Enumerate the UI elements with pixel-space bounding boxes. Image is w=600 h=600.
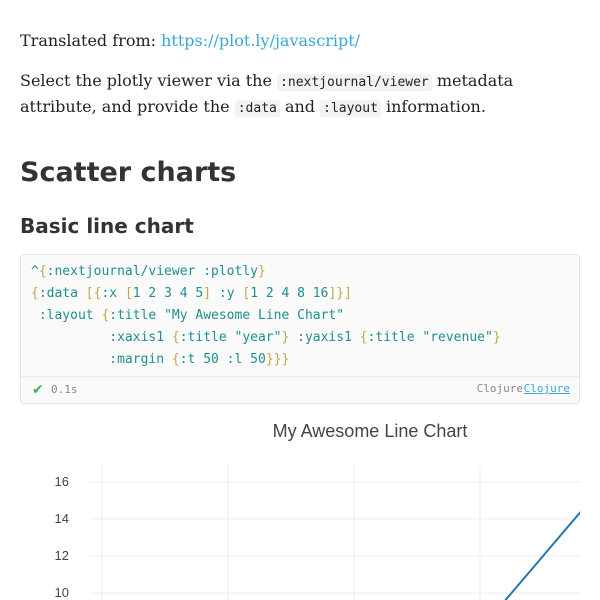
code-bracket: {: [171, 330, 180, 345]
code-token: :x: [101, 286, 125, 301]
code-bracket: }: [281, 330, 290, 345]
viewer-instructions: [20, 69, 580, 121]
success-check-icon: ✔: [32, 382, 44, 398]
y-tick-label: 16: [54, 474, 69, 489]
inline-code-viewer: :nextjournal/viewer: [277, 74, 432, 91]
code-bracket: [: [242, 286, 251, 301]
code-line: [31, 283, 501, 305]
code-token: :title "year": [179, 330, 282, 345]
run-time: 0.1s: [51, 383, 78, 396]
code-token: :title "revenue": [367, 330, 493, 345]
section-heading: Scatter charts: [20, 157, 237, 188]
subsection-heading: Basic line chart: [20, 214, 194, 238]
chart-svg[interactable]: [20, 410, 580, 600]
y-tick-label: 12: [54, 548, 69, 563]
instruction-text: Select the plotly viewer via the: [20, 71, 278, 90]
code-cell[interactable]: [20, 254, 580, 404]
code-token: :nextjournal/viewer :plotly: [46, 264, 258, 279]
y-tick-label: 10: [54, 585, 69, 600]
language-label: Clojure: [476, 382, 523, 395]
code-bracket: [: [124, 286, 133, 301]
instruction-text: and: [279, 97, 321, 116]
code-line: [31, 349, 501, 371]
code-bracket: {: [171, 352, 180, 367]
code-token: :yaxis1: [289, 330, 360, 345]
inline-code-data: :data: [235, 100, 280, 117]
language-link[interactable]: Clojure: [523, 382, 570, 395]
line-chart[interactable]: [20, 410, 580, 600]
code-bracket: {: [101, 308, 110, 323]
code-bracket: }: [492, 330, 501, 345]
code-bracket: {: [359, 330, 368, 345]
code-token: :t 50 :l 50: [179, 352, 266, 367]
code-bracket: ]: [203, 286, 212, 301]
code-bracket: ]}]: [328, 286, 352, 301]
code-token: :margin: [31, 352, 172, 367]
code-token: :xaxis1: [31, 330, 172, 345]
code-token: :layout: [31, 308, 102, 323]
code-token: ^: [31, 264, 39, 279]
instruction-text: information.: [380, 97, 486, 116]
translated-from-line: [20, 29, 360, 53]
chart-title: My Awesome Line Chart: [272, 421, 468, 441]
code-bracket: }: [257, 264, 266, 279]
code-token: :data: [38, 286, 86, 301]
code-bracket: {: [38, 264, 47, 279]
code-token: 1 2 4 8 16: [250, 286, 329, 301]
cell-footer: [21, 376, 579, 403]
translated-from-link[interactable]: https://plot.ly/javascript/: [161, 31, 361, 50]
inline-code-layout: :layout: [320, 100, 381, 117]
code-bracket: [{: [85, 286, 102, 301]
series-line: [102, 482, 580, 600]
code-line: [31, 261, 501, 283]
code-token: 1 2 3 4 5: [132, 286, 204, 301]
code-token: :title "My Awesome Line Chart": [109, 308, 345, 323]
y-tick-label: 14: [54, 511, 69, 526]
code-line: [31, 327, 501, 349]
translated-from-label: Translated from:: [20, 31, 162, 50]
code-bracket: }}}: [265, 352, 290, 367]
code-line: [31, 305, 501, 327]
code-bracket: {: [31, 286, 39, 301]
instruction-text: metadata attribute, and provide the: [20, 71, 514, 116]
code-editor[interactable]: [31, 261, 501, 371]
code-token: :y: [211, 286, 243, 301]
